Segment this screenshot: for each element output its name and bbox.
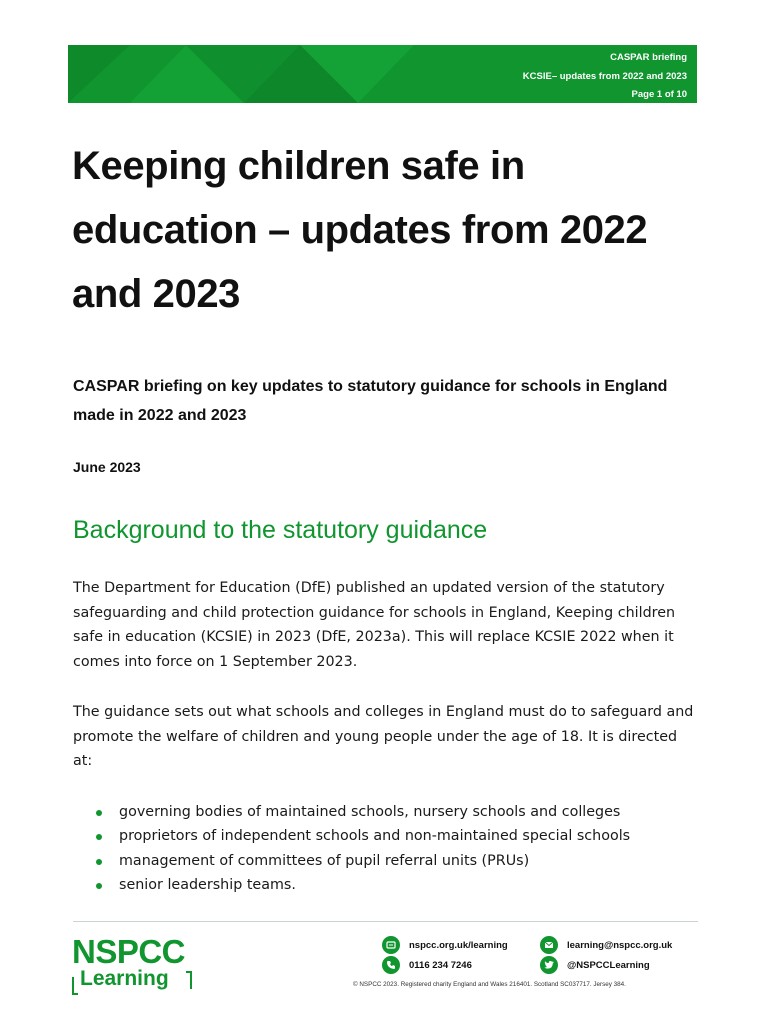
header-page-number: Page 1 of 10 — [631, 89, 687, 100]
list-item — [73, 873, 693, 897]
list-item-text: management of committees of pupil referral units (PRUs) — [119, 852, 530, 869]
email-link[interactable] — [540, 936, 672, 954]
header-doc-type: CASPAR briefing — [610, 52, 687, 63]
bullet-icon — [96, 834, 102, 840]
logo-nspcc-text: NSPCC — [72, 933, 186, 970]
list-item-text: senior leadership teams. — [119, 876, 296, 893]
page-subtitle: CASPAR briefing on key updates to statutory guidance for schools in England made in 2022 and 2023 — [73, 378, 668, 424]
list-item-text: governing bodies of maintained schools, nursery schools and colleges — [119, 804, 621, 820]
twitter-text: @NSPCCLearning — [567, 959, 650, 971]
header-doc-title: KCSIE– updates from 2022 and 2023 — [522, 70, 687, 82]
phone-icon — [382, 956, 400, 974]
body-paragraph: The Department for Education (DfE) published an updated version of the statutory safeguarding and child protection guidance for schools in England, Keeping children safe in education (KCSIE) in 2023 (DfE, 2023a). This will replace KCSIE 2022 when it comes into force on 1 September 2023. — [73, 580, 676, 670]
website-link[interactable] — [382, 936, 508, 954]
list-item — [73, 824, 693, 848]
section-heading: Background to the statutory guidance — [73, 516, 488, 544]
list-item-text: proprietors of independent schools and non-maintained special schools — [119, 828, 631, 845]
copyright-notice: © NSPCC 2023. Registered charity England and Wales 216401. Scotland SC037717. Jersey 384. — [353, 981, 626, 988]
website-icon — [382, 936, 400, 954]
logo-bracket-left — [72, 977, 78, 995]
publication-date: June 2023 — [73, 459, 141, 475]
twitter-link[interactable] — [540, 956, 650, 974]
footer-divider — [73, 921, 698, 922]
list-item — [73, 849, 693, 873]
logo-bracket-right — [186, 971, 192, 989]
bullet-list — [73, 800, 693, 897]
logo-learning-text: Learning — [80, 967, 169, 990]
list-item — [73, 800, 693, 824]
bullet-icon — [96, 859, 102, 865]
nspcc-learning-logo — [72, 935, 197, 995]
page-title: Keeping children safe in education – updates from 2022 and 2023 — [72, 144, 648, 316]
body-paragraph: The guidance sets out what schools and colleges in England must do to safeguard and promote the welfare of children and young people under the age of 18. It is directed at: — [73, 704, 694, 769]
banner-text — [523, 49, 687, 103]
twitter-icon — [540, 956, 558, 974]
bullet-icon — [96, 883, 102, 889]
phone-link[interactable] — [382, 956, 472, 974]
bullet-icon — [96, 810, 102, 816]
email-icon — [540, 936, 558, 954]
phone-text: 0116 234 7246 — [409, 959, 472, 971]
header-banner — [68, 45, 697, 103]
email-text: learning@nspcc.org.uk — [567, 939, 673, 951]
website-text: nspcc.org.uk/learning — [409, 939, 508, 951]
